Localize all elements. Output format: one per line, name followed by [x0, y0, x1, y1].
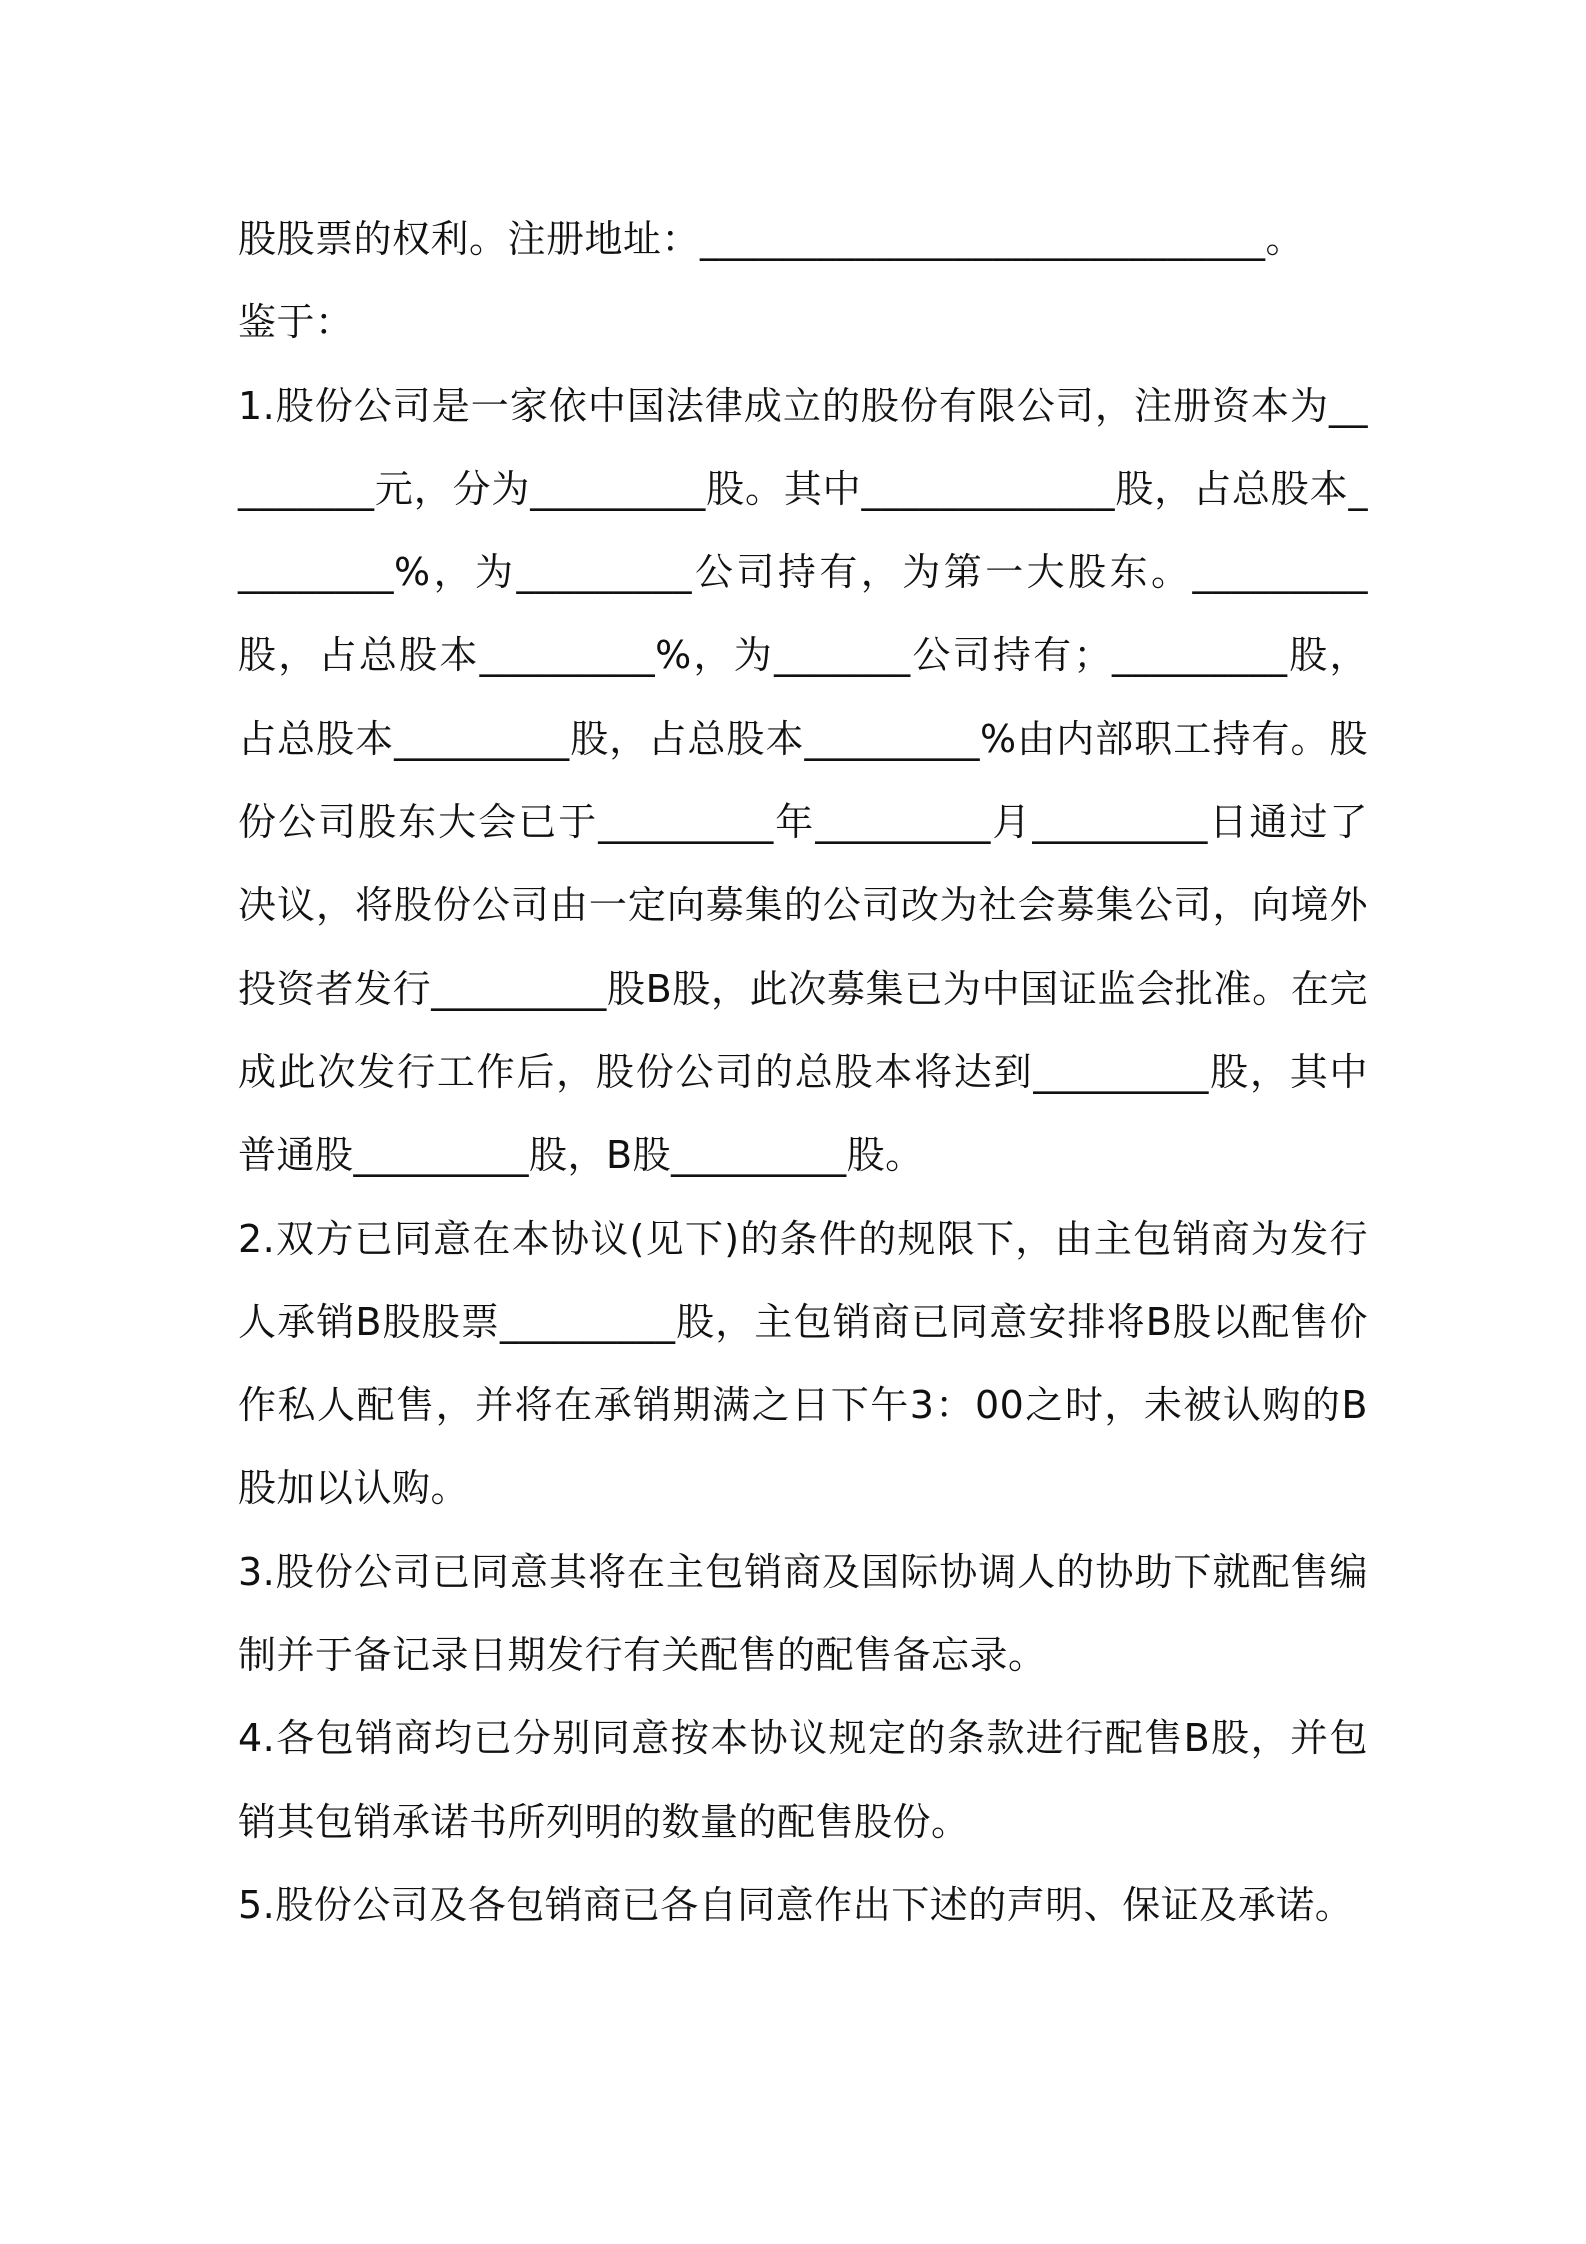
paragraph-clause-4: 4.各包销商均已分别同意按本协议规定的条款进行配售B股，并包销其包销承诺书所列明的数量的配售股份。	[238, 1716, 1368, 1844]
paragraph-clause-1: 1.股份公司是一家依中国法律成立的股份有限公司，注册资本为_________元，分为_________股。其中_____________股，占总股本_________%，为_________公司持有，为第一大股东。_________股，占总股本_________%，为_______公司持有；_________股，占总股本_________股，占总股本_________%由内部职工持有。股份公司股东大会已于_________年_________月_________日通过了决议，将股份公司由一定向募集的公司改为社会募集公司，向境外投资者发行_________股B股，此次募集已为中国证监会批准。在完成此次发行工作后，股份公司的总股本将达到_________股，其中普通股_________股，B股_________股。	[238, 383, 1368, 1178]
paragraph-whereas-heading: 鉴于：	[238, 300, 354, 345]
paragraph-clause-3: 3.股份公司已同意其将在主包销商及国际协调人的协助下就配售编制并于备记录日期发行有关配售的配售备忘录。	[238, 1549, 1368, 1678]
paragraph-registered-address: 股股票的权利。注册地址：_____________________________。	[238, 217, 1305, 261]
paragraph-clause-5: 5.股份公司及各包销商已各自同意作出下述的声明、保证及承诺。	[238, 1882, 1354, 1927]
document-body	[238, 198, 1368, 1947]
paragraph-clause-2: 2.双方已同意在本协议(见下)的条件的规限下，由主包销商为发行人承销B股股票_________股，主包销商已同意安排将B股以配售价作私人配售，并将在承销期满之日下午3：00之时，未被认购的B股加以认购。	[238, 1216, 1368, 1511]
